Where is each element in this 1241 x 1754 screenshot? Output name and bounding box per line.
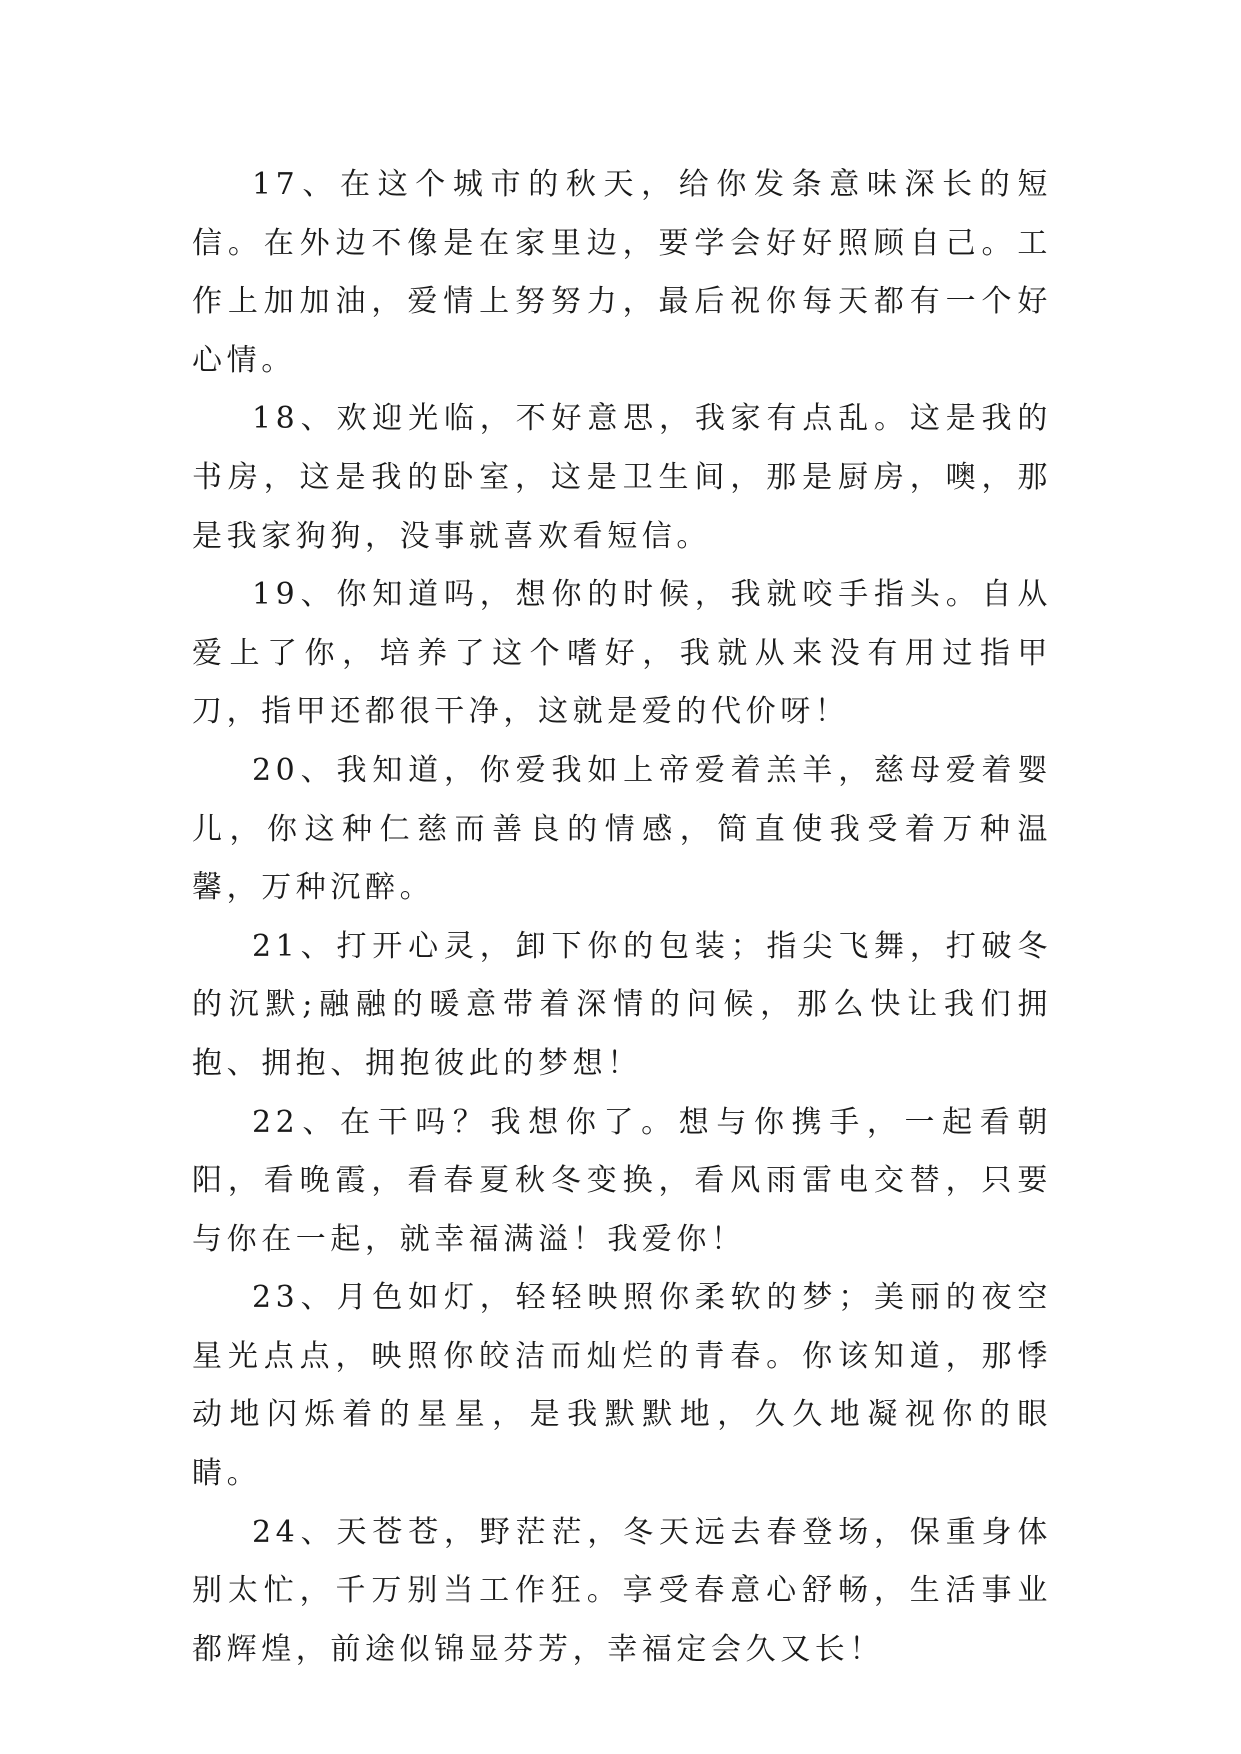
paragraph-21: 21、打开心灵，卸下你的包装；指尖飞舞，打破冬的沉默;融融的暖意带着深情的问候，那么快让我们拥抱、拥抱、拥抱彼此的梦想！ [192,928,1052,1081]
paragraph-18: 18、欢迎光临，不好意思，我家有点乱。这是我的书房，这是我的卧室，这是卫生间，那是厨房，噢，那是我家狗狗，没事就喜欢看短信。 [192,401,1052,554]
paragraph-19: 19、你知道吗，想你的时候，我就咬手指头。自从爱上了你，培养了这个嗜好，我就从来没有用过指甲刀，指甲还都很干净，这就是爱的代价呀！ [192,577,1052,730]
paragraph-24: 24、天苍苍，野茫茫，冬天远去春登场，保重身体别太忙，千万别当工作狂。享受春意心舒畅，生活事业都辉煌，前途似锦显芬芳，幸福定会久又长！ [192,1514,1052,1667]
paragraph-20: 20、我知道，你爱我如上帝爱着羔羊，慈母爱着婴儿，你这种仁慈而善良的情感，简直使我受着万种温馨，万种沉醉。 [192,752,1052,906]
paragraph-22: 22、在干吗？我想你了。想与你携手，一起看朝阳，看晚霞，看春夏秋冬变换，看风雨雷电交替，只要与你在一起，就幸福满溢！我爱你！ [192,1104,1052,1257]
paragraph-17: 17、在这个城市的秋天，给你发条意味深长的短信。在外边不像是在家里边，要学会好好照顾自己。工作上加加油，爱情上努努力，最后祝你每天都有一个好心情。 [192,167,1052,378]
paragraph-23: 23、月色如灯，轻轻映照你柔软的梦；美丽的夜空星光点点，映照你皎洁而灿烂的青春。你该知道，那悸动地闪烁着的星星，是我默默地，久久地凝视你的眼睛。 [192,1280,1052,1492]
document-body [192,156,1052,1679]
